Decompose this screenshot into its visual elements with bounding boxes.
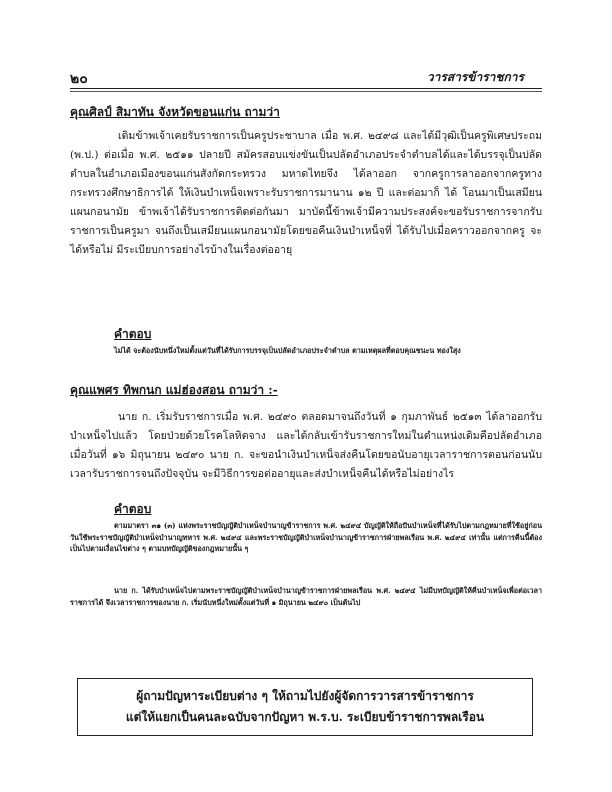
notice-line-2: แต่ให้แยกเป็นคนละฉบับจากปัญหา พ.ร.บ. ระเบียบข้าราชการพลเรือน <box>125 710 485 724</box>
q2-answer-paragraph-2: นาย ก. ได้รับบำเหน็จไปตามพระราชบัญญัติบำเหน็จบำนาญข้าราชการฝ่ายพลเรือน พ.ศ. ๒๔๙๔ ไม่มีบทบัญญัติให้คืนบำเหน็จเพื่อต่อเวลาราชการได้ จึงเวลาราชการของนาย ก. เริ่มนับหนึ่งใหม่ตั้งแต่วันที่ ๑ มิถุนายน ๒๔๙๐ เป็นต้นไป <box>70 586 542 607</box>
header-rule-secondary <box>70 91 542 92</box>
page-number: ๒๐ <box>70 71 88 87</box>
q1-answer-text: ไม่ได้ จะต้องนับหนึ่งใหม่ตั้งแต่วันที่ได้รับการบรรจุเป็นปลัดอำเภอประจำตำบล ตามเหตุผลที่ตอบคุณชนะน ทองใสุง <box>114 346 461 355</box>
journal-title: วารสารข้าราชการ <box>426 70 524 84</box>
notice-box <box>77 678 533 736</box>
q1-body: เดิมข้าพเจ้าเคยรับราชการเป็นครูประชาบาล เมื่อ พ.ศ. ๒๔๙๘ และได้มีวุฒิเป็นครูพิเศษประถม (พ.ป.) ต่อเมื่อ พ.ศ. ๒๕๑๑ ปลายปี สมัครสอบแข่งขันเป็นปลัดอำเภอประจำตำบลได้และได้บรรจุเป็นปลัดตำบลในอำเภอเมืองขอนแก่นสังกัดกระทรวง มหาดไทยจึง ได้ลาออก จากครูการลาออกจากครูทางกระทรวงศึกษาธิการได้ ให้เงินบำเหน็จเพราะรับราชการมานาน ๑๒ ปี และต่อมาก็ ได้ โอนมาเป็นเสมียนแผนกอนามัย ข้าพเจ้าได้รับราชการติดต่อกันมา มาบัดนี้ข้าพเจ้ามีความประสงค์จะขอรับราชการจากรับราชการเป็นครูมา จนถึงเป็นเสมียนแผนกอนามัยโดยขอคืนเงินบำเหน็จที่ ได้รับไปเมื่อคราวออกจากครู จะได้หรือไม่ มีระเบียบการอย่างไรบ้างในเรื่องต่ออายุ <box>70 130 542 256</box>
q2-answer-label: คำตอบ <box>114 502 152 516</box>
q2-body: นาย ก. เริ่มรับราชการเมื่อ พ.ศ. ๒๔๙๐ ตลอดมาจนถึงวันที่ ๑ กุมภาพันธ์ ๒๕๑๓ ได้ลาออกรับบำเหน็จไปแล้ว โดยป่วยด้วยโรคโลหิตจาง และได้กลับเข้ารับราชการใหม่ในตำแหน่งเดิมคือปลัดอำเภอเมื่อวันที่ ๑๖ มิถุนายน ๒๔๙๐ นาย ก. จะขอนำเงินบำเหน็จส่งคืนโดยขอนับอายุเวลาราชการตอนก่อนนับเวลารับราชการจนถึงปัจจุบัน จะมีวิธีการขอต่ออายุและส่งบำเหน็จคืนได้หรือไม่อย่างไร <box>70 411 542 480</box>
header-rule <box>70 88 542 89</box>
q1-asker-heading: คุณศิลป์ สิมาทัน จังหวัดขอนแก่น ถามว่า <box>70 105 280 119</box>
notice-line-1: ผู้ถามปัญหาระเบียบต่าง ๆ ให้ถามไปยังผู้จัดการวารสารข้าราชการ <box>136 689 474 703</box>
q2-asker-heading: คุณแพศร ทิพกนก แม่ฮ่องสอน ถามว่า :- <box>70 383 278 397</box>
q1-answer-label: คำตอบ <box>114 327 152 341</box>
q2-answer-paragraph-1: ตามมาตรา ๓๑ (๓) แห่งพระราชบัญญัติบำเหน็จบำนาญข้าราชการ พ.ศ. ๒๔๙๔ บัญญัติให้ถือปันบำเหน็จที่ได้รับไปตามกฎหมายที่ใช้อยู่ก่อนวันใช้พระราชบัญญัติบำเหน็จบำนาญทหาร พ.ศ. ๒๔๙๔ และพระราชบัญญัติบำเหน็จบำนาญข้าราชการฝ่ายพลเรือน พ.ศ. ๒๔๙๔ เท่านั้น แต่การคืนนี้ต้องเป็นไปตามเงื่อนไขต่าง ๆ ตามบทบัญญัติของกฎหมายนั้น ๆ <box>70 521 542 553</box>
